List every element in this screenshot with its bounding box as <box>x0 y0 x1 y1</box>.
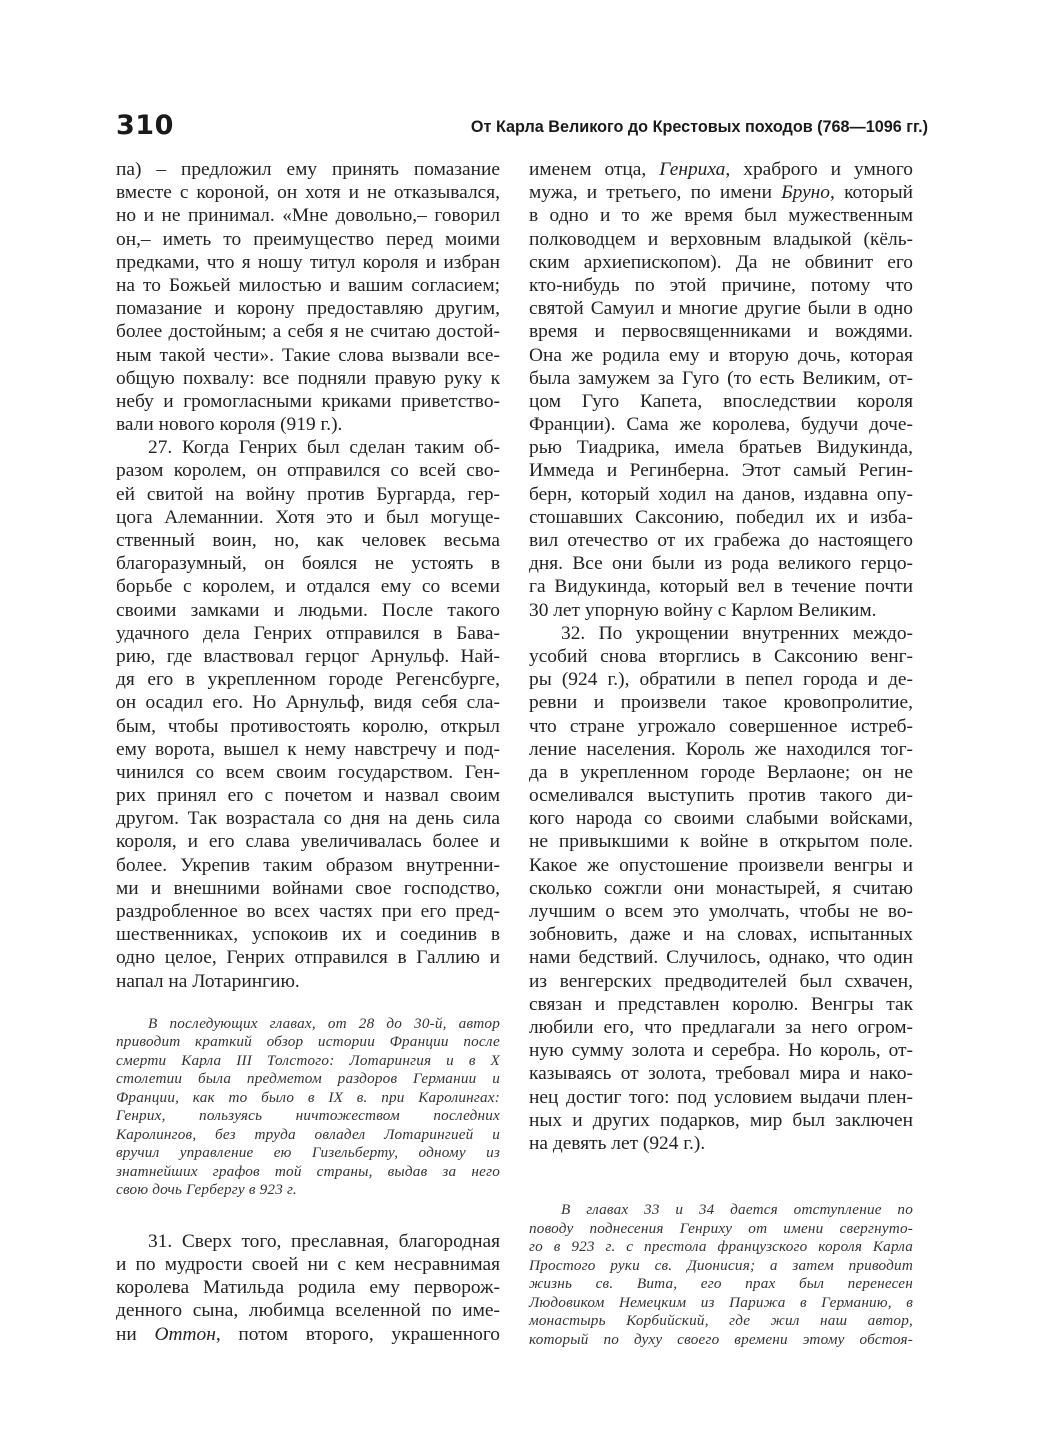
text-line: нами бедствий. Случилось, однако, что один <box>529 947 913 969</box>
text-line: казываясь от золота, требовал мира и нако- <box>529 1063 913 1085</box>
note-line: знатнейших графов той страны, выдав за него <box>116 1162 500 1180</box>
note-line: Франции, как то было в IX в. при Каролингах: <box>116 1088 500 1106</box>
text-line: и по мудрости своей ни с кем несравнимая <box>116 1253 500 1275</box>
paragraph-intro <box>116 158 500 436</box>
text-line: из венгерских предводителей был схвачен, <box>529 970 913 992</box>
text-line: бым, чтобы противостоять королю, открыл <box>116 715 500 737</box>
text-line: в одно и то же время был мужественным <box>529 205 913 227</box>
text-line: дя его в укрепленном городе Регенсбурге, <box>116 669 500 691</box>
text-span: мужа, и третьего, по имени <box>529 182 782 204</box>
text-line: другом. Так возрастала со дня на день сила <box>116 808 500 830</box>
text-line: удачного дела Генрих отправился в Бава- <box>116 622 500 644</box>
text-line: что стране угрожало совершенное истреб- <box>529 715 913 737</box>
text-line: зобновить, даже и на словах, испытанных <box>529 924 913 946</box>
text-line: связан и представлен королю. Венгры так <box>529 993 913 1015</box>
page-number: 310 <box>116 110 174 141</box>
paragraph-32 <box>529 622 913 1155</box>
text-line: святой Самуил и многие другие были в одно <box>529 298 913 320</box>
text-line: ных и других подарков, мир был заключен <box>529 1109 913 1131</box>
note-line: го в 923 г. с престола французского короля Карла <box>529 1238 913 1256</box>
text-line: вали нового короля (919 г.). <box>116 414 343 436</box>
text-line: Она же родила ему и вторую дочь, которая <box>529 344 913 366</box>
text-line: стошавших Саксонию, победил их и изба- <box>529 506 913 528</box>
paragraph-31 <box>116 1230 500 1323</box>
note-line: монастырь Корбийский, где жил наш автор, <box>529 1312 913 1330</box>
text-span: именем отца, <box>529 159 660 180</box>
paragraph-31-continued <box>529 204 913 621</box>
text-line: общую похвалу: все подняли правую руку к <box>116 367 500 389</box>
text-line: помазание и корону предоставляю другим, <box>116 298 500 320</box>
text-line: любили его, что предлагали за него огром- <box>529 1016 913 1038</box>
text-line <box>529 158 913 181</box>
text-line: цом Гуго Капета, впоследствии короля <box>529 390 913 412</box>
note-line: смерти Карла III Толстого: Лотарингия и в X <box>116 1051 500 1069</box>
text-line: денного сына, любимца вселенной по име- <box>116 1300 500 1322</box>
text-line: раздробленное во всех частях при его пред- <box>116 901 500 922</box>
text-line: вил отечество от их грабежа до настоящего <box>529 530 913 551</box>
note-line: поводу поднесения Генриху от имени свергнуто- <box>529 1219 913 1237</box>
text-line: рью Тиадрика, имела братьев Видукинда, <box>529 437 913 459</box>
text-line <box>529 181 913 204</box>
text-line: он осадил его. Но Арнульф, видя себя сла- <box>116 692 500 714</box>
text-line: ей свитой на войну против Бургарда, гер- <box>116 483 500 505</box>
text-line: дня. Все они были из рода великого герцо- <box>529 553 913 575</box>
editor-note-chapters-33-34 <box>529 1201 913 1349</box>
text-line: одно целое, Генрих отправился в Галлию и <box>116 947 500 969</box>
text-line: ственный воин, но, как человек весьма <box>116 530 500 551</box>
text-line: ным такой чести». Такие слова вызвали все- <box>116 344 500 366</box>
text-line: небу и громогласными криками приветство- <box>116 390 500 412</box>
note-line: столетии была предметом раздоров Германии и <box>116 1070 500 1088</box>
name-otto: Оттон <box>154 1323 216 1345</box>
text-line: своими замками и людьми. После такого <box>116 599 500 621</box>
text-line: не привыкшими к войне в открытом поле. <box>529 831 913 853</box>
text-line: 31. Сверх того, преславная, благородная <box>148 1230 500 1252</box>
note-line: приводит краткий обзор истории Франции после <box>116 1033 500 1051</box>
text-line: более достойным; а себя я не считаю достой- <box>116 321 500 343</box>
text-line: усобий снова вторглись в Саксонию венг- <box>529 645 913 667</box>
note-line: Генрих, пользуясь ничтожеством последних <box>116 1107 500 1125</box>
text-line: была замужем за Гуго (то есть Великим, от- <box>529 367 913 389</box>
text-line: на девять лет (924 г.). <box>529 1132 706 1154</box>
text-span: , потом второго, украшенного <box>215 1323 500 1345</box>
text-line: рию, где властвовал герцог Арнульф. Най- <box>116 645 500 667</box>
text-line: ским архиепископом). Да не обвинит его <box>529 251 913 273</box>
text-line: предками, что я ношу титул короля и избран <box>116 251 500 273</box>
text-line: цога Алеманнии. Хотя это и был могуще- <box>116 506 500 528</box>
text-line: разом королем, он отправился со всей сво- <box>116 460 500 482</box>
text-line: па) – предложил ему принять помазание <box>116 159 500 180</box>
text-span: ни <box>116 1323 155 1345</box>
note-line: который по духу своего времени этому обстоя- <box>529 1330 913 1348</box>
text-line: рих принял его с почетом и назвал своим <box>116 785 500 807</box>
text-span: , храброго и умного <box>725 159 913 180</box>
text-line: вместе с короной, он хотя и не отказывался, <box>116 182 500 204</box>
text-line: осмеливался выступить против такого ди- <box>529 785 913 807</box>
text-line: ную сумму золота и серебра. Но король, от- <box>529 1040 913 1062</box>
text-line: 32. По укрощении внутренних междо- <box>561 622 913 644</box>
note-line: Людовиком Немецким из Парижа в Германию, в <box>529 1293 913 1311</box>
editor-note-chapters-28-30 <box>116 1015 500 1200</box>
text-line: Иммеда и Регинберна. Этот самый Регин- <box>529 460 913 482</box>
text-line: шественниках, успокоив их и соединив в <box>116 924 500 946</box>
text-line: да в укрепленном городе Верлаоне; он не <box>529 761 913 783</box>
text-line: благоразумный, он боялся не устоять в <box>116 553 500 575</box>
text-line: на то Божьей милостью и вашим согласием; <box>116 274 500 296</box>
text-line: чинился со всем своим государством. Ген- <box>116 761 500 783</box>
text-span: , который <box>830 182 913 204</box>
note-line: свою дочь Гербергу в 923 г. <box>116 1181 297 1199</box>
text-line: он,– иметь то преимущество перед моими <box>116 228 500 250</box>
text-line: 27. Когда Генрих был сделан таким об- <box>148 437 500 459</box>
left-column <box>116 158 500 1346</box>
text-line: напал на Лотарингию. <box>116 970 300 992</box>
text-line: более. Укрепив таким образом внутренни- <box>116 854 500 876</box>
text-line: ревни и произвели такое кровопролитие, <box>529 692 913 714</box>
note-line: В последующих главах, от 28 до 30-й, автор <box>148 1014 500 1032</box>
text-line: ему ворота, вышел к нему навстречу и под- <box>116 738 500 760</box>
text-line: борьбе с королем, и отдался ему со всеми <box>116 576 500 598</box>
text-line: ры (924 г.), обратили в пепел города и де- <box>529 669 913 691</box>
text-line: но и не принимал. «Мне довольно,– говорил <box>116 205 500 227</box>
text-line: ми и внешними войнами свое господство, <box>116 877 500 899</box>
text-line: га Видукинда, который вел в течение почти <box>529 576 913 598</box>
name-henry: Генриха <box>659 159 726 180</box>
text-line: полководцем и верховным владыкой (кёль- <box>529 228 913 250</box>
text-line: 30 лет упорную войну с Карлом Великим. <box>529 599 877 621</box>
text-line: лучшим о всем это умолчать, чтобы не во- <box>529 901 913 922</box>
text-line: ление населения. Король же находился тог- <box>529 738 913 760</box>
paragraph-27 <box>116 436 500 993</box>
page-header <box>116 110 928 150</box>
text-line: Франции). Сама же королева, будучи доче- <box>529 414 913 436</box>
note-line: Простого руки св. Дионисия; а затем приводит <box>529 1256 913 1274</box>
running-title: От Карла Великого до Крестовых походов (768—1096 гг.) <box>470 118 928 136</box>
name-bruno: Бруно <box>781 182 830 204</box>
text-line: Какое же опустошение произвели венгры и <box>529 854 913 876</box>
note-line: Каролингов, без труда овладел Лотарингией и <box>116 1125 500 1143</box>
text-line: короля, и его слава увеличивалась более и <box>116 831 500 853</box>
text-line: время и первосвященниками и вождями. <box>529 321 913 343</box>
text-line: берн, который ходил на данов, издавна опу- <box>529 483 913 505</box>
text-line: нец достиг того: под условием выдачи плен- <box>529 1086 913 1108</box>
text-line <box>116 1323 500 1346</box>
text-line: кто-нибудь по этой причине, потому что <box>529 274 913 296</box>
text-line: королева Матильда родила ему перворож- <box>116 1277 500 1299</box>
note-line: жизнь св. Вита, его прах был перенесен <box>529 1275 913 1293</box>
text-line: сколько сожгли они монастырей, я считаю <box>529 877 913 899</box>
text-line: кого народа со своими слабыми войсками, <box>529 808 913 830</box>
note-line: В главах 33 и 34 дается отступление по <box>561 1201 913 1219</box>
right-column <box>529 158 913 1349</box>
note-line: вручил управление ею Гизельберту, одному из <box>116 1144 500 1162</box>
